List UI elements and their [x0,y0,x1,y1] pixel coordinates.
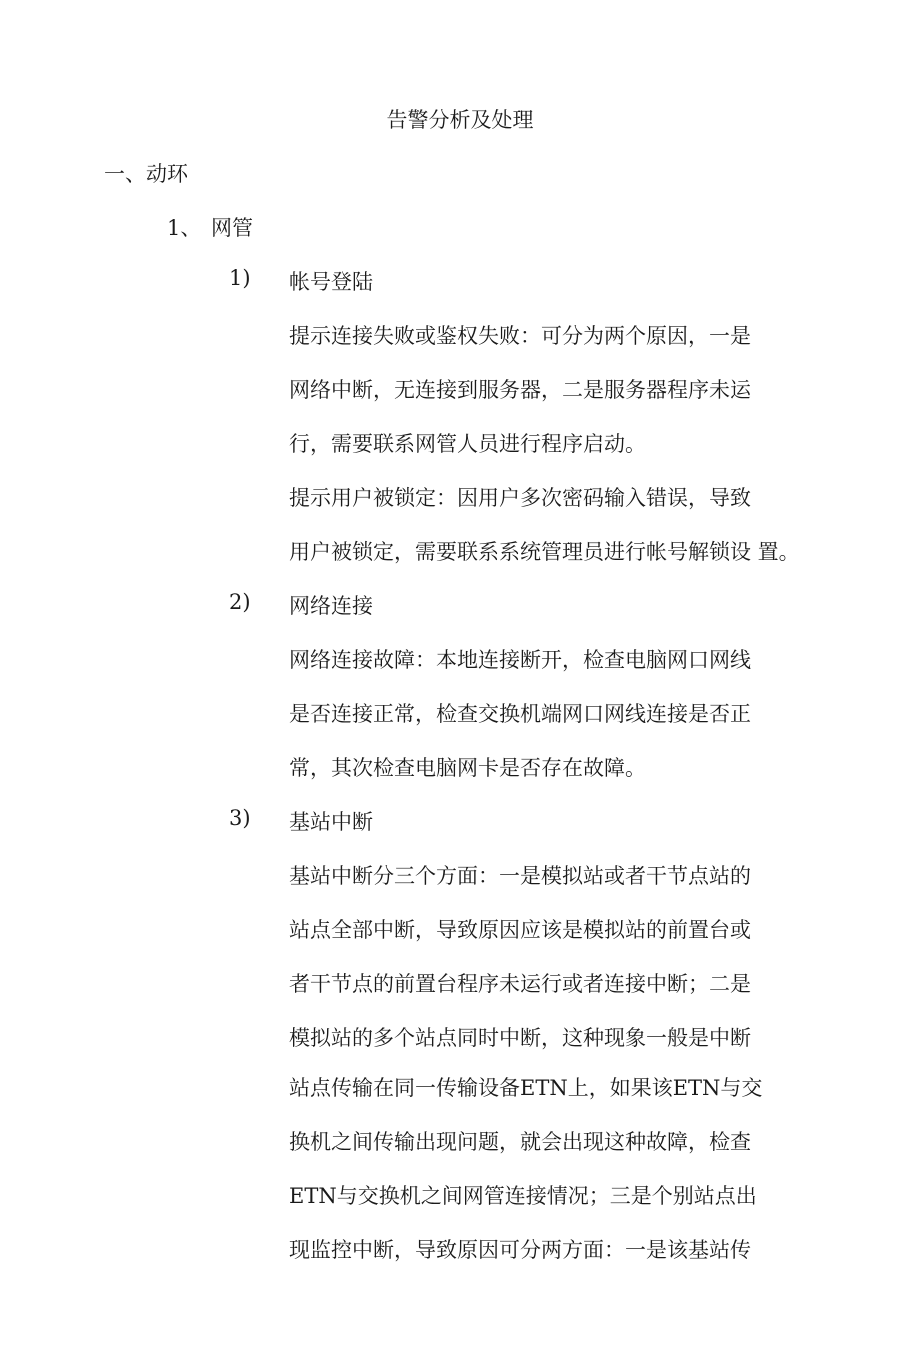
paragraph-line: 网络连接故障：本地连接断开，检查电脑网口网线 [289,648,751,672]
paragraph-line: 提示用户被锁定：因用户多次密码输入错误，导致 [289,486,751,510]
item-label: 网络连接 [289,594,373,618]
paragraph-line: 模拟站的多个站点同时中断，这种现象一般是中断 [289,1026,751,1050]
paragraph-line: 换机之间传输出现问题，就会出现这种故障，检查 [289,1130,751,1154]
item-number: 2) [229,590,251,614]
paragraph-line: 是否连接正常，检查交换机端网口网线连接是否正 [289,702,751,726]
paragraph-line: 行，需要联系网管人员进行程序启动。 [289,432,646,456]
paragraph-line: 者干节点的前置台程序未运行或者连接中断；二是 [289,972,751,996]
document-title: 告警分析及处理 [386,108,534,132]
item-label: 帐号登陆 [289,270,373,294]
paragraph-line: 基站中断分三个方面：一是模拟站或者干节点站的 [289,864,751,888]
subsection-label: 网管 [211,216,253,240]
paragraph-line: 提示连接失败或鉴权失败：可分为两个原因，一是 [289,324,751,348]
section-heading: 一、动环 [104,162,188,186]
subsection-number: 1、 [167,216,202,240]
paragraph-line: 站点全部中断，导致原因应该是模拟站的前置台或 [289,918,751,942]
paragraph-line: ETN与交换机之间网管连接情况；三是个别站点出 [289,1184,757,1208]
item-label: 基站中断 [289,810,373,834]
item-number: 3) [229,806,251,830]
paragraph-line: 网络中断，无连接到服务器，二是服务器程序未运 [289,378,751,402]
paragraph-line: 站点传输在同一传输设备ETN上，如果该ETN与交 [289,1076,763,1100]
paragraph-line: 用户被锁定，需要联系系统管理员进行帐号解锁设 置。 [289,540,800,564]
item-number: 1) [229,266,251,290]
paragraph-line: 常，其次检查电脑网卡是否存在故障。 [289,756,646,780]
paragraph-line: 现监控中断，导致原因可分两方面：一是该基站传 [289,1238,751,1262]
